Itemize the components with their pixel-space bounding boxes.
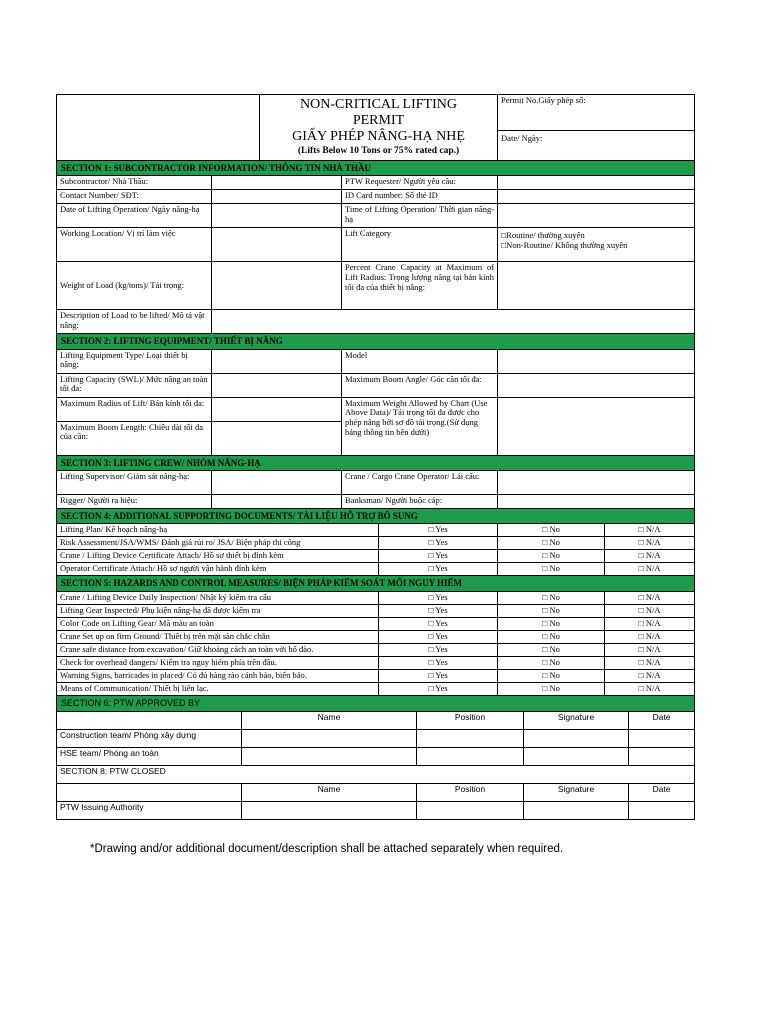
boom-length-field[interactable] bbox=[212, 421, 342, 455]
s8-name-header: Name bbox=[242, 783, 417, 801]
no-checkbox[interactable]: □ No bbox=[498, 682, 605, 695]
s5-item-label: Warning Signs, barricades in placed/ Có đủ hàng rào cảnh báo, biển báo. bbox=[57, 669, 379, 682]
s8-position-header: Position bbox=[417, 783, 524, 801]
s4-item-label: Lifting Plan/ Kế hoạch nâng-hạ bbox=[57, 524, 379, 537]
s6-construction-row bbox=[57, 729, 695, 747]
equipment-type-field[interactable] bbox=[212, 349, 342, 373]
s6-signature-header: Signature bbox=[524, 711, 629, 729]
s8-date-header: Date bbox=[629, 783, 695, 801]
boom-angle-label: Maximum Boom Angle/ Góc cần tối đa: bbox=[342, 373, 498, 397]
lifting-time-field[interactable] bbox=[498, 204, 695, 228]
na-checkbox[interactable]: □ N/A bbox=[605, 669, 695, 682]
yes-checkbox[interactable]: □ Yes bbox=[379, 643, 498, 656]
construction-signature-field[interactable] bbox=[524, 729, 629, 747]
footer-note: *Drawing and/or additional document/description shall be attached separately when required. bbox=[90, 843, 564, 855]
na-checkbox[interactable]: □ N/A bbox=[605, 643, 695, 656]
no-checkbox[interactable]: □ No bbox=[498, 563, 605, 576]
s6-name-header: Name bbox=[242, 711, 417, 729]
yes-checkbox[interactable]: □ Yes bbox=[379, 537, 498, 550]
na-checkbox[interactable]: □ N/A bbox=[605, 550, 695, 563]
lift-category-options bbox=[498, 228, 695, 262]
load-description-field[interactable] bbox=[212, 310, 695, 334]
construction-team-label: Construction team/ Phòng xây dựng bbox=[57, 729, 242, 747]
yes-checkbox[interactable]: □ Yes bbox=[379, 682, 498, 695]
s8-blank-header bbox=[57, 783, 242, 801]
id-card-label: ID Card number: Số thẻ ID bbox=[342, 190, 498, 204]
title-line-3: GIẤY PHÉP NÂNG-HẠ NHẸ bbox=[292, 129, 465, 144]
s5-item-label: Crane / Lifting Device Daily Inspection/ Nhật ký kiểm tra cẩu bbox=[57, 591, 379, 604]
no-checkbox[interactable]: □ No bbox=[498, 656, 605, 669]
s5-row bbox=[57, 604, 695, 617]
na-checkbox[interactable]: □ N/A bbox=[605, 630, 695, 643]
s6-blank-header bbox=[57, 711, 242, 729]
na-checkbox[interactable]: □ N/A bbox=[605, 537, 695, 550]
equipment-type-label: Lifting Equipment Type/ Loại thiết bị nâng: bbox=[57, 349, 212, 373]
s4-item-label: Crane / Lifting Device Certificate Attach/ Hồ sơ thiết bị đính kèm bbox=[57, 550, 379, 563]
lifting-capacity-label: Lifting Capacity (SWL)/ Mức nâng an toàn tối đa: bbox=[57, 373, 212, 397]
lifting-time-label: Time of Lifting Operation/ Thời gian nâng-hạ bbox=[342, 204, 498, 228]
ptw-requester-field[interactable] bbox=[498, 176, 695, 190]
na-checkbox[interactable]: □ N/A bbox=[605, 682, 695, 695]
yes-checkbox[interactable]: □ Yes bbox=[379, 591, 498, 604]
permit-number-label: Permit No.Giấy phép số: bbox=[501, 95, 586, 105]
s5-item-label: Crane safe distance from excavation/ Giữ khoảng cách an toàn với hố đào. bbox=[57, 643, 379, 656]
crane-capacity-label: Percent Crane Capacity at Maximum of Lift Radius: Trọng lượng nâng tại bán kính tối đa của thiết bị nâng: bbox=[342, 262, 498, 310]
boom-angle-field[interactable] bbox=[498, 373, 695, 397]
na-checkbox[interactable]: □ N/A bbox=[605, 563, 695, 576]
id-card-field[interactable] bbox=[498, 190, 695, 204]
hse-date-field[interactable] bbox=[629, 747, 695, 765]
no-checkbox[interactable]: □ No bbox=[498, 617, 605, 630]
s5-row bbox=[57, 591, 695, 604]
non-routine-checkbox[interactable]: □Non-Routine/ Không thường xuyên bbox=[501, 240, 628, 251]
routine-checkbox[interactable]: □Routine/ thường xuyên bbox=[501, 230, 585, 241]
hse-team-label: HSE team/ Phòng an toàn bbox=[57, 747, 242, 765]
yes-checkbox[interactable]: □ Yes bbox=[379, 669, 498, 682]
rigger-label: Rigger/ Người ra hiệu: bbox=[57, 495, 212, 509]
permit-number-field[interactable] bbox=[498, 95, 695, 161]
lifting-permit-form bbox=[56, 94, 695, 820]
s4-row bbox=[57, 563, 695, 576]
ptw-requester-label: PTW Requester/ Người yêu cầu: bbox=[342, 176, 498, 190]
working-location-label: Working Location/ Vị trí làm việc bbox=[57, 228, 212, 262]
section-1-header: SECTION 1: SUBCONTRACTOR INFORMATION/ THÔNG TIN NHÀ THẦU bbox=[57, 161, 695, 176]
s4-item-label: Risk Assessment/JSA/WMS/ Đánh giá rủi ro/ JSA/ Biện pháp thi công bbox=[57, 537, 379, 550]
construction-name-field[interactable] bbox=[242, 729, 417, 747]
lifting-supervisor-label: Lifting Supervisor/ Giám sát nâng-hạ: bbox=[57, 471, 212, 495]
no-checkbox[interactable]: □ No bbox=[498, 550, 605, 563]
boom-length-label: Maximum Boom Length: Chiều dài tối đa của cần: bbox=[57, 421, 212, 455]
na-checkbox[interactable]: □ N/A bbox=[605, 604, 695, 617]
banksman-label: Banksman/ Người buộc cáp: bbox=[342, 495, 498, 509]
s4-row bbox=[57, 550, 695, 563]
lifting-capacity-field[interactable] bbox=[212, 373, 342, 397]
s8-issuing-row bbox=[57, 801, 695, 819]
no-checkbox[interactable]: □ No bbox=[498, 643, 605, 656]
max-weight-field[interactable] bbox=[498, 397, 695, 455]
permit-date-label: Date/ Ngày: bbox=[501, 132, 543, 143]
s6-date-header: Date bbox=[629, 711, 695, 729]
no-checkbox[interactable]: □ No bbox=[498, 524, 605, 537]
lift-radius-label: Maximum Radius of Lift/ Bán kính tối đa: bbox=[57, 397, 212, 421]
s5-row bbox=[57, 656, 695, 669]
no-checkbox[interactable]: □ No bbox=[498, 630, 605, 643]
title-subtitle: (Lifts Below 10 Tons or 75% rated cap.) bbox=[297, 146, 460, 156]
permit-header bbox=[57, 95, 695, 161]
contact-number-label: Contact Number/ SĐT: bbox=[57, 190, 212, 204]
hse-position-field[interactable] bbox=[417, 747, 524, 765]
construction-position-field[interactable] bbox=[417, 729, 524, 747]
max-weight-label: Maximum Weight Allowed by Chart (Use Above Data)/ Tải trọng tối đa được cho phép nâng bởi sơ đồ tải trọng.(Sử dụng bảng thông tin bên dưới) bbox=[342, 397, 498, 455]
s8-signature-header: Signature bbox=[524, 783, 629, 801]
lift-radius-field[interactable] bbox=[212, 397, 342, 421]
title-line-2: PERMIT bbox=[352, 113, 405, 128]
lifting-supervisor-field[interactable] bbox=[212, 471, 342, 495]
s5-item-label: Lifting Gear Inspected/ Phụ kiện nâng-hạ đã được kiểm tra bbox=[57, 604, 379, 617]
s8-column-headers bbox=[57, 783, 695, 801]
s5-row bbox=[57, 669, 695, 682]
na-checkbox[interactable]: □ N/A bbox=[605, 524, 695, 537]
s6-hse-row bbox=[57, 747, 695, 765]
title-line-1: NON-CRITICAL LIFTING bbox=[300, 97, 457, 112]
section-3-header: SECTION 3: LIFTING CREW/ NHÓM NÂNG-HẠ bbox=[57, 455, 695, 470]
na-checkbox[interactable]: □ N/A bbox=[605, 591, 695, 604]
yes-checkbox[interactable]: □ Yes bbox=[379, 630, 498, 643]
lifting-date-label: Date of Lifting Operation/ Ngày nâng-hạ bbox=[57, 204, 212, 228]
s5-row bbox=[57, 617, 695, 630]
permit-date-field[interactable] bbox=[498, 130, 694, 144]
na-checkbox[interactable]: □ N/A bbox=[605, 617, 695, 630]
s5-row bbox=[57, 630, 695, 643]
issuing-position-field[interactable] bbox=[417, 801, 524, 819]
section-5-header: SECTION 5: HAZARDS AND CONTROL MEASURES/ BIỆN PHÁP KIỂM SOÁT MỐI NGUY HIỂM bbox=[57, 576, 695, 591]
subcontractor-label: Subcontractor/ Nhà Thầu: bbox=[57, 176, 212, 190]
issuing-name-field[interactable] bbox=[242, 801, 417, 819]
section-4-header: SECTION 4: ADDITIONAL SUPPORTING DOCUMENTS/ TÀI LIỆU HỖ TRỢ BỔ SUNG bbox=[57, 509, 695, 524]
section-8-header: SECTION 8: PTW CLOSED bbox=[57, 765, 695, 783]
model-field[interactable] bbox=[498, 349, 695, 373]
s5-item-label: Crane Set up on firm Ground/ Thiết bị trên mặt sàn chắc chắn bbox=[57, 630, 379, 643]
hse-signature-field[interactable] bbox=[524, 747, 629, 765]
s5-item-label: Color Code on Lifting Gear/ Mã màu an toàn bbox=[57, 617, 379, 630]
yes-checkbox[interactable]: □ Yes bbox=[379, 604, 498, 617]
issuing-signature-field[interactable] bbox=[524, 801, 629, 819]
s5-item-label: Means of Communication/ Thiết bị liên lạc. bbox=[57, 682, 379, 695]
s4-row bbox=[57, 537, 695, 550]
yes-checkbox[interactable]: □ Yes bbox=[379, 524, 498, 537]
issuing-date-field[interactable] bbox=[629, 801, 695, 819]
crane-capacity-field[interactable] bbox=[498, 262, 695, 310]
crane-operator-label: Crane / Cargo Crane Operator/ Lái cẩu: bbox=[342, 471, 498, 495]
yes-checkbox[interactable]: □ Yes bbox=[379, 617, 498, 630]
yes-checkbox[interactable]: □ Yes bbox=[379, 563, 498, 576]
model-label: Model bbox=[342, 349, 498, 373]
construction-date-field[interactable] bbox=[629, 729, 695, 747]
s6-position-header: Position bbox=[417, 711, 524, 729]
s5-item-label: Check for overhead dangers/ Kiểm tra nguy hiểm phía trên đầu. bbox=[57, 656, 379, 669]
rigger-field[interactable] bbox=[212, 495, 342, 509]
s4-item-label: Operator Certificate Attach/ Hồ sơ người vận hành đính kèm bbox=[57, 563, 379, 576]
permit-title bbox=[260, 95, 498, 161]
s5-row bbox=[57, 682, 695, 695]
working-location-field[interactable] bbox=[212, 228, 342, 262]
section-6-header: SECTION 6: PTW APPROVED BY bbox=[57, 695, 695, 711]
logo-area bbox=[57, 95, 260, 161]
crane-operator-field[interactable] bbox=[498, 471, 695, 495]
no-checkbox[interactable]: □ No bbox=[498, 669, 605, 682]
load-weight-label: Weight of Load (kg/tons)/ Tải trọng: bbox=[57, 262, 212, 310]
lifting-date-field[interactable] bbox=[212, 204, 342, 228]
no-checkbox[interactable]: □ No bbox=[498, 591, 605, 604]
s6-column-headers bbox=[57, 711, 695, 729]
s4-row bbox=[57, 524, 695, 537]
issuing-authority-label: PTW Issuing Authority bbox=[57, 801, 242, 819]
subcontractor-field[interactable] bbox=[212, 176, 342, 190]
yes-checkbox[interactable]: □ Yes bbox=[379, 550, 498, 563]
hse-name-field[interactable] bbox=[242, 747, 417, 765]
s5-row bbox=[57, 643, 695, 656]
yes-checkbox[interactable]: □ Yes bbox=[379, 656, 498, 669]
load-weight-field[interactable] bbox=[212, 262, 342, 310]
no-checkbox[interactable]: □ No bbox=[498, 604, 605, 617]
contact-number-field[interactable] bbox=[212, 190, 342, 204]
no-checkbox[interactable]: □ No bbox=[498, 537, 605, 550]
lift-category-label: Lift Category bbox=[342, 228, 498, 262]
na-checkbox[interactable]: □ N/A bbox=[605, 656, 695, 669]
banksman-field[interactable] bbox=[498, 495, 695, 509]
section-2-header: SECTION 2: LIFTING EQUIPMENT/ THIẾT BỊ NÂNG bbox=[57, 334, 695, 349]
load-description-label: Description of Load to be lifted/ Mô tả vật nâng: bbox=[57, 310, 212, 334]
